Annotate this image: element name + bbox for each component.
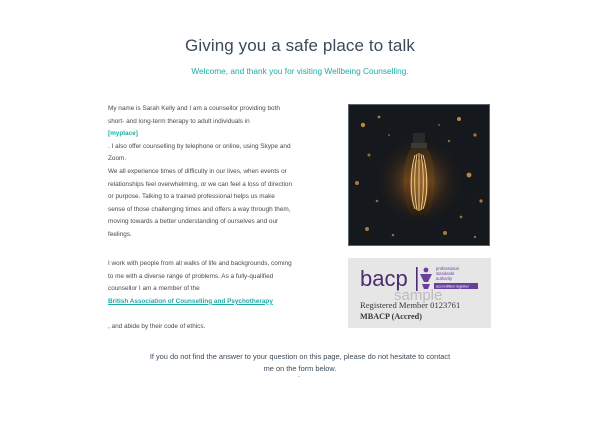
contact-prompt-line: me on the form below. (263, 364, 337, 374)
bacp-logo (348, 258, 491, 328)
page-subtitle: Welcome, and thank you for visiting Wellbeing Counselling. (191, 66, 409, 76)
about-line: , and abide by their code of ethics. (108, 322, 206, 330)
bacp-link[interactable]: British Association of Counselling and Psychotherapy (108, 297, 273, 305)
registered-member-text: Registered Member 0123761 (360, 300, 461, 310)
intro-paragraph-line: relationships feel overwhelming, or we can feel a loss of direction (108, 180, 293, 188)
intro-paragraph-line: or purpose. Talking to a trained professional helps us make (108, 193, 275, 201)
contact-prompt-line: If you do not find the answer to your question on this page, please do not hesitate to contact (149, 352, 451, 361)
psa-register-text: standards (436, 271, 455, 276)
accredited-register-label: accredited register (436, 283, 469, 289)
intro-section (108, 103, 320, 242)
psa-register-text: professional (436, 266, 459, 271)
intro-paragraph-line: We all experience times of difficulty in our lives, when events or (108, 167, 287, 175)
intro-paragraph-line: feelings. (108, 230, 132, 238)
intro-line: short- and long-term therapy to adult individuals in (108, 117, 250, 125)
intro-line: My name is Sarah Kelly and I am a counsellor providing both (108, 105, 280, 112)
lightbulb-photo (348, 104, 490, 246)
about-line: counsellor I am a member of the (108, 285, 200, 293)
bacp-badge (348, 258, 491, 328)
footer-dot: . (298, 372, 300, 379)
intro-paragraph-line: moving towards a better understanding of ourselves and our (108, 218, 279, 226)
about-line: I work with people from all walks of life and backgrounds, coming (108, 260, 292, 267)
intro-line: . I also offer counselling by telephone or online, using Skype and (108, 142, 291, 150)
lightbulb-image (349, 105, 489, 245)
bacp-brand-text: bacp (360, 266, 408, 291)
intro-paragraph-line: sense of those challenging times and offers a way through them, (108, 205, 291, 213)
about-line: to me with a diverse range of problems. As a fully-qualified (108, 272, 274, 280)
page-title: Giving you a safe place to talk (185, 36, 415, 55)
contact-prompt (120, 351, 480, 376)
psa-register-text: authority (436, 276, 453, 281)
intro-line: Zoom. (108, 155, 127, 163)
sample-watermark: sample (394, 287, 443, 304)
about-section (108, 258, 320, 334)
mbacp-accred-text: MBACP (Accred) (360, 312, 422, 321)
place-link[interactable]: [myplace] (108, 130, 138, 138)
